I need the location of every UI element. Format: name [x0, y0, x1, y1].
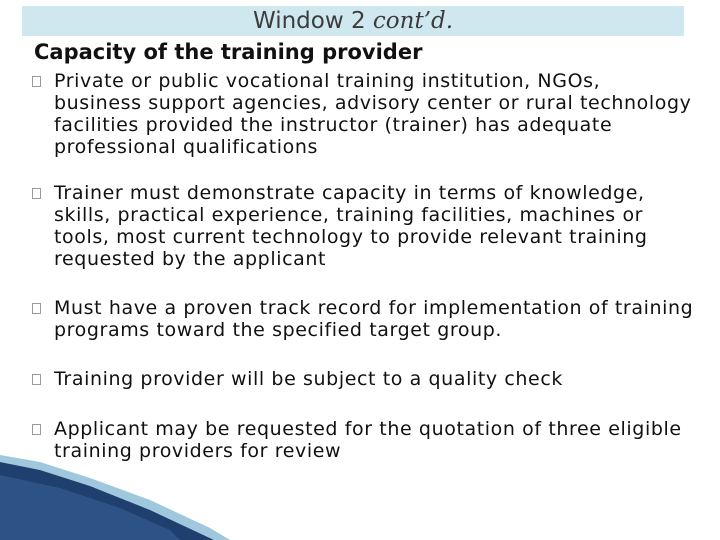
bullet-text: Must have a proven track record for implementation of training programs toward the specified target group.	[54, 297, 694, 341]
bullet-text: Private or public vocational training institution, NGOs, business support agencies, advisory center or rural technology facilities provided the instructor (trainer) has adequate professional qualifications	[54, 70, 692, 158]
bullet-text: Trainer must demonstrate capacity in terms of knowledge, skills, practical experience, training facilities, machines or tools, most current technology to provide relevant training requested by the applicant	[54, 182, 648, 270]
bullet-text: Training provider will be subject to a quality check	[54, 368, 563, 390]
title-main: Window 2	[252, 8, 366, 34]
bullet-text: Applicant may be requested for the quotation of three eligible training providers for review	[54, 418, 682, 462]
title-cont: cont’d.	[372, 8, 454, 34]
section-heading: Capacity of the training provider	[34, 40, 423, 64]
